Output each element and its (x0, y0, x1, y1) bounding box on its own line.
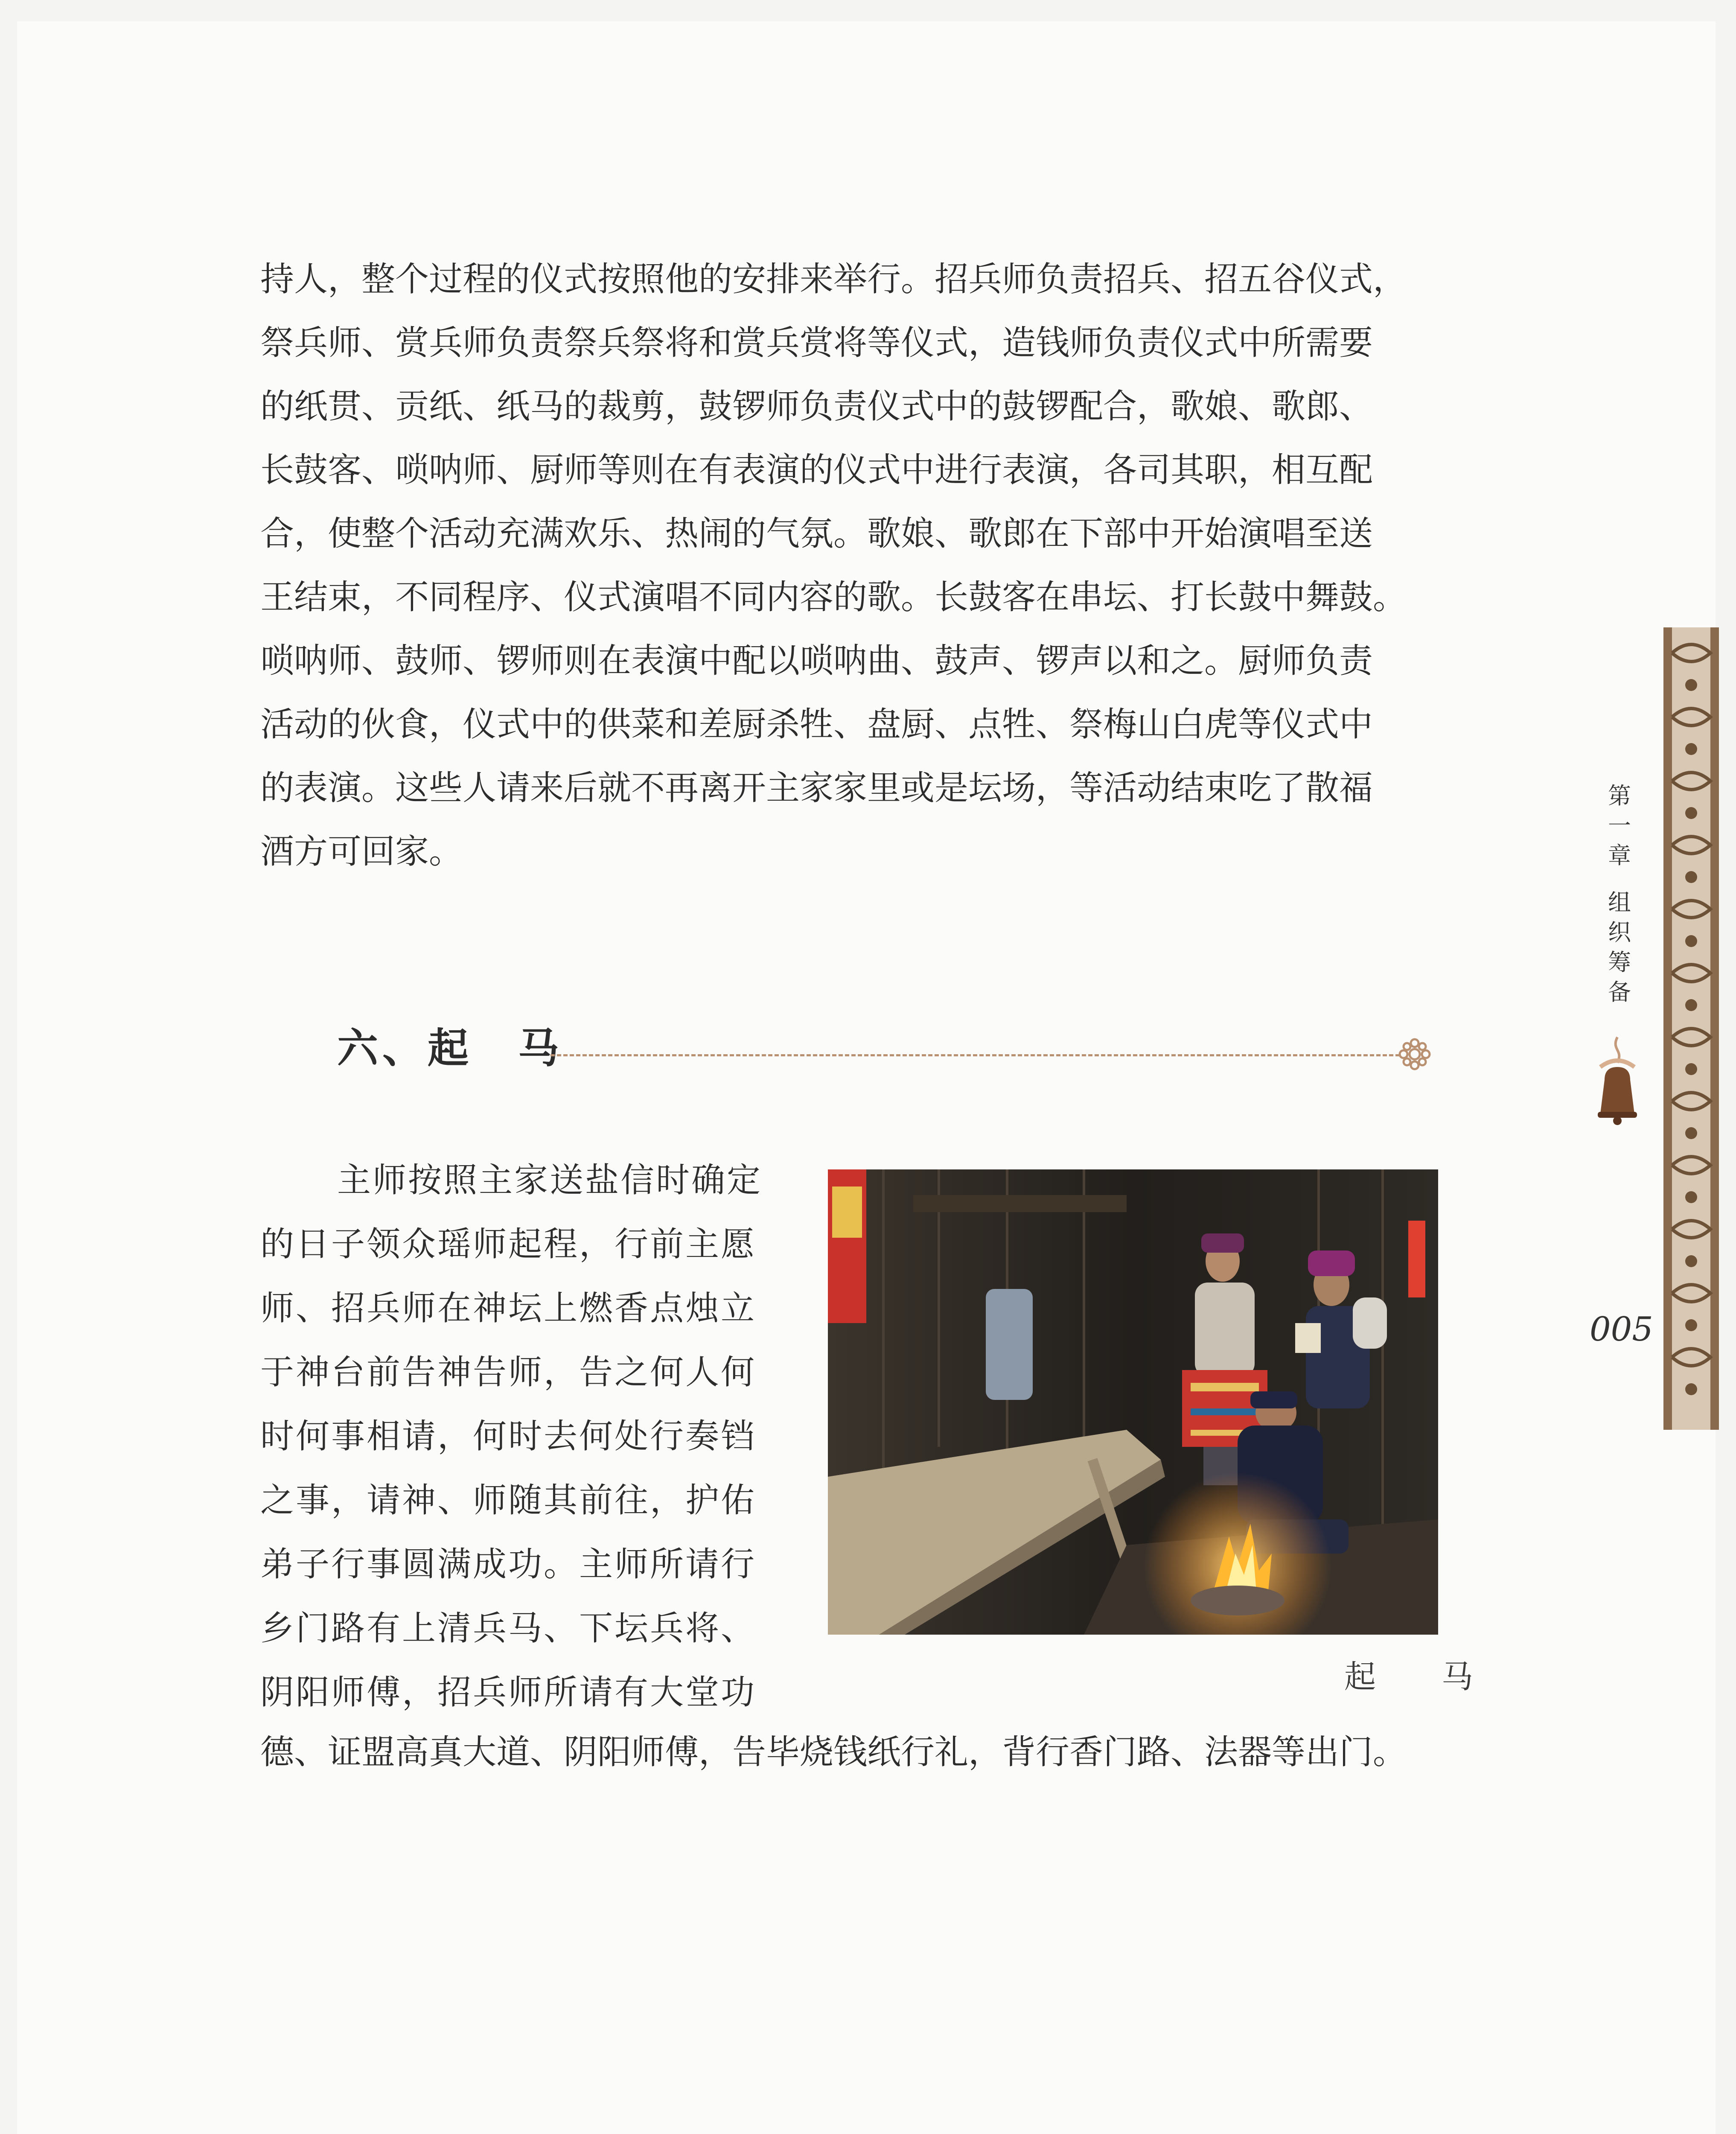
text-line: 合，使整个活动充满欢乐、热闹的气氛。歌娘、歌郎在下部中开始演唱至送 (260, 514, 1373, 553)
chapter-char: 组 (1608, 889, 1631, 916)
text-line: 师、招兵师在神坛上燃香点烛立 (260, 1289, 756, 1328)
text-line: 于神台前告神告师，告之何人何 (260, 1353, 756, 1392)
chapter-char: 筹 (1608, 949, 1631, 976)
section-heading: 六、起 马 (337, 1024, 563, 1072)
text-line: 乡门路有上清兵马、下坛兵将、 (260, 1609, 756, 1648)
text-line: 主师按照主家送盐信时确定 (337, 1160, 762, 1200)
photo-scene (828, 1169, 1438, 1635)
ritual-photo (828, 1169, 1438, 1635)
text-line: 的纸贯、贡纸、纸马的裁剪，鼓锣师负责仪式中的鼓锣配合，歌娘、歌郎、 (260, 387, 1373, 426)
text-line: 王结束，不同程序、仪式演唱不同内容的歌。长鼓客在串坛、打长鼓中舞鼓。 (260, 577, 1407, 617)
body-paragraph (260, 248, 1447, 883)
chapter-char: 织 (1608, 919, 1631, 946)
text-line: 长鼓客、唢呐师、厨师等则在有表演的仪式中进行表演，各司其职，相互配 (260, 450, 1373, 490)
section-body (260, 1148, 798, 1724)
chapter-char: 备 (1608, 979, 1631, 1006)
text-line: 持人，整个过程的仪式按照他的安排来举行。招兵师负责招兵、招五谷仪式， (260, 259, 1407, 299)
text-line: 祭兵师、赏兵师负责祭兵祭将和赏兵赏将等仪式，造钱师负责仪式中所需要 (260, 323, 1373, 362)
text-line: 德、证盟高真大道、阴阳师傅，告毕烧钱纸行礼，背行香门路、法器等出门。 (260, 1732, 1407, 1772)
text-line: 的表演。这些人请来后就不再离开主家家里或是坛场，等活动结束吃了散福 (260, 768, 1373, 808)
text-line: 弟子行事圆满成功。主师所请行 (260, 1545, 756, 1584)
decorative-border (1663, 627, 1719, 1430)
bell-icon (1592, 1033, 1643, 1127)
text-line: 活动的伙食，仪式中的供菜和差厨杀牲、盘厨、点牲、祭梅山白虎等仪式中 (260, 705, 1373, 744)
flower-icon (1398, 1037, 1432, 1071)
text-line: 的日子领众瑶师起程，行前主愿 (260, 1224, 756, 1264)
text-line: 之事，请神、师随其前往，护佑 (260, 1481, 756, 1520)
chapter-tab (1602, 781, 1637, 1007)
text-line: 时何事相请，何时去何处行奏铛 (260, 1417, 756, 1456)
chapter-char: 一 (1608, 812, 1631, 839)
chapter-char: 章 (1608, 842, 1631, 869)
chapter-char: 第 (1608, 782, 1631, 809)
text-line: 阴阳师傅，招兵师所请有大堂功 (260, 1673, 756, 1712)
heading-dashed-rule (551, 1054, 1400, 1056)
photo-caption: 起 马 (1344, 1659, 1490, 1695)
page-number: 005 (1590, 1310, 1653, 1349)
text-line: 酒方可回家。 (260, 832, 463, 871)
text-line: 唢呐师、鼓师、锣师则在表演中配以唢呐曲、鼓声、锣声以和之。厨师负责 (260, 641, 1373, 680)
